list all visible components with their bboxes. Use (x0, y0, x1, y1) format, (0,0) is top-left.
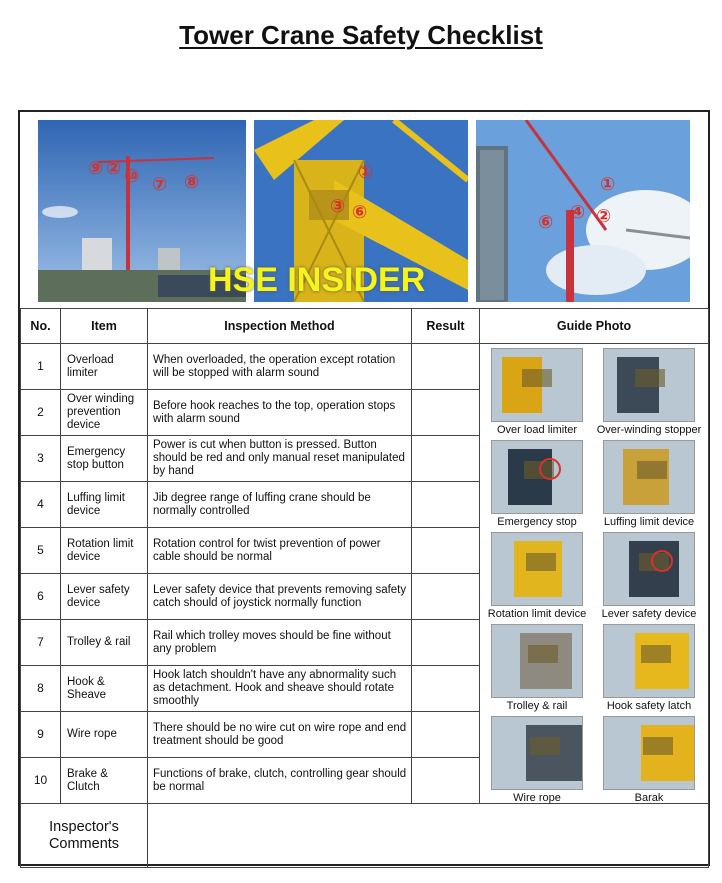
header-result: Result (412, 309, 480, 344)
inspector-comments-field[interactable] (148, 804, 709, 868)
photo-marker: ① (358, 162, 374, 183)
header-guide-photo: Guide Photo (480, 309, 709, 344)
guide-photo-caption: Over-winding stopper (596, 424, 702, 436)
photo-marker: ⑦ (152, 174, 168, 195)
row-item: Hook & Sheave (61, 666, 148, 712)
row-item: Overload limiter (61, 344, 148, 390)
row-item: Emergency stop button (61, 436, 148, 482)
row-result-cell[interactable] (412, 574, 480, 620)
photo-marker: ⑨ (88, 158, 104, 179)
row-result-cell[interactable] (412, 712, 480, 758)
guide-photo-caption: Barak (634, 792, 664, 804)
row-result-cell[interactable] (412, 666, 480, 712)
row-method: Jib degree range of luffing crane should be normally controlled (148, 482, 412, 528)
row-item: Trolley & rail (61, 620, 148, 666)
lever-safety-photo (603, 532, 695, 606)
row-no: 5 (21, 528, 61, 574)
header-inspection-method: Inspection Method (148, 309, 412, 344)
guide-photo-caption: Lever safety device (601, 608, 697, 620)
row-result-cell[interactable] (412, 758, 480, 804)
row-method: Power is cut when button is pressed. Button should be red and only manual reset manipulated by hand (148, 436, 412, 482)
row-item: Rotation limit device (61, 528, 148, 574)
luffing-limit-photo (603, 440, 695, 514)
photo-marker: ③ (330, 196, 346, 217)
row-result-cell[interactable] (412, 390, 480, 436)
photo-marker: ④ (570, 202, 586, 223)
row-method: Hook latch shouldn't have any abnormality such as detachment. Hook and sheave should rotate smoothly (148, 666, 412, 712)
crane-top-photo (476, 120, 690, 302)
row-method: Rotation control for twist prevention of power cable should be normal (148, 528, 412, 574)
photo-marker: ① (600, 174, 616, 195)
row-result-cell[interactable] (412, 528, 480, 574)
photo-marker: ② (596, 206, 612, 227)
row-no: 3 (21, 436, 61, 482)
comments-row (21, 804, 709, 868)
guide-photo-caption: Trolley & rail (506, 700, 568, 712)
row-no: 2 (21, 390, 61, 436)
row-no: 6 (21, 574, 61, 620)
guide-photo (482, 624, 592, 712)
page-title: Tower Crane Safety Checklist (179, 20, 543, 50)
guide-photo-caption: Hook safety latch (606, 700, 692, 712)
guide-photo-caption: Emergency stop (497, 516, 577, 528)
guide-photo (482, 716, 592, 804)
guide-photo-caption: Over load limiter (496, 424, 578, 436)
row-method: Rail which trolley moves should be fine without any problem (148, 620, 412, 666)
row-no: 8 (21, 666, 61, 712)
trolley-rail-photo (491, 624, 583, 698)
brake-photo (603, 716, 695, 790)
guide-photo (482, 440, 592, 528)
row-method: Before hook reaches to the top, operation stops with alarm sound (148, 390, 412, 436)
row-no: 10 (21, 758, 61, 804)
inspector-comments-label: Inspector's Comments (21, 804, 148, 868)
row-method: Lever safety device that prevents removing safety catch should of joystick normally function (148, 574, 412, 620)
guide-photo-caption: Luffing limit device (603, 516, 695, 528)
guide-photo-caption: Rotation limit device (487, 608, 587, 620)
row-item: Over winding prevention device (61, 390, 148, 436)
row-no: 4 (21, 482, 61, 528)
row-no: 7 (21, 620, 61, 666)
row-no: 1 (21, 344, 61, 390)
over-winding-stopper-photo (603, 348, 695, 422)
guide-photo (594, 532, 704, 620)
row-method: Functions of brake, clutch, controlling gear should be normal (148, 758, 412, 804)
photo-marker: ⑥ (538, 212, 554, 233)
row-item: Luffing limit device (61, 482, 148, 528)
photo-marker: ⑩ (124, 166, 140, 187)
row-result-cell[interactable] (412, 620, 480, 666)
guide-photo (594, 348, 704, 436)
row-item: Lever safety device (61, 574, 148, 620)
wire-rope-photo (491, 716, 583, 790)
row-result-cell[interactable] (412, 482, 480, 528)
row-result-cell[interactable] (412, 344, 480, 390)
row-item: Wire rope (61, 712, 148, 758)
header-item: Item (61, 309, 148, 344)
table-header-row (21, 309, 709, 344)
row-result-cell[interactable] (412, 436, 480, 482)
header-no: No. (21, 309, 61, 344)
rotation-limit-photo (491, 532, 583, 606)
row-item: Brake & Clutch (61, 758, 148, 804)
photo-marker: ⑥ (352, 202, 368, 223)
photo-marker: ⑧ (184, 172, 200, 193)
guide-photo (594, 440, 704, 528)
guide-photo (594, 624, 704, 712)
checklist-sheet (18, 110, 710, 866)
guide-photo (594, 716, 704, 804)
row-no: 9 (21, 712, 61, 758)
guide-photo-caption: Wire rope (513, 792, 561, 804)
hook-latch-photo (603, 624, 695, 698)
row-method: When overloaded, the operation except rotation will be stopped with alarm sound (148, 344, 412, 390)
emergency-stop-photo (491, 440, 583, 514)
guide-photo (482, 532, 592, 620)
row-method: There should be no wire cut on wire rope and end treatment should be good (148, 712, 412, 758)
watermark: HSE INSIDER (208, 261, 426, 299)
guide-photo (482, 348, 592, 436)
photo-marker: ② (106, 158, 122, 179)
overload-limiter-photo (491, 348, 583, 422)
